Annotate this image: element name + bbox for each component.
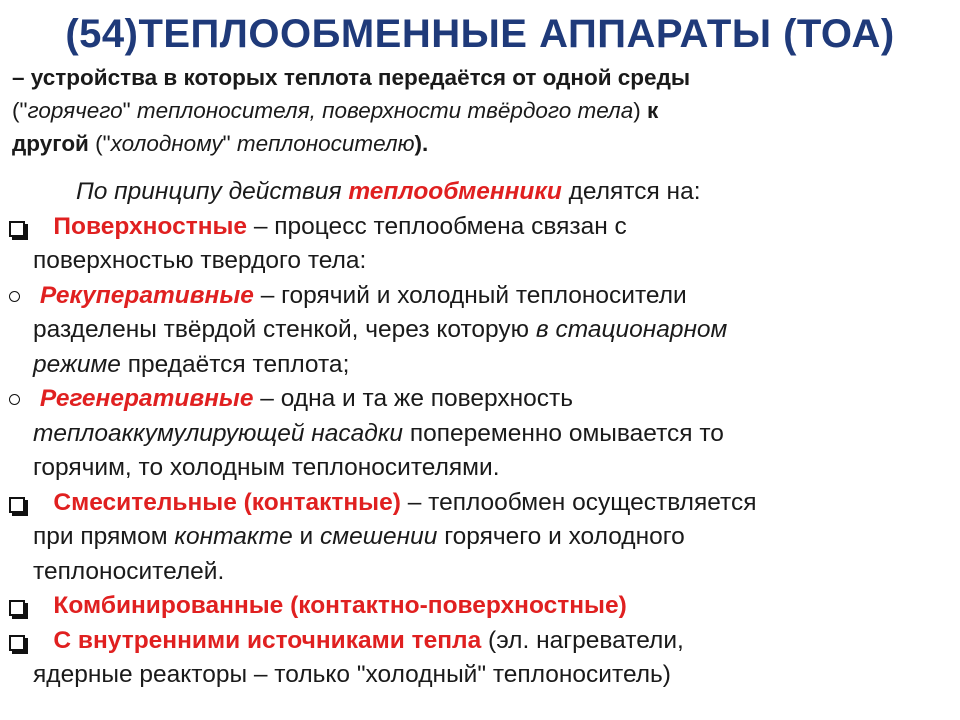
definition-line-1: [12, 61, 952, 94]
item-italic: контакте: [174, 523, 293, 550]
definition-text: ": [122, 98, 137, 123]
item-text: горячим, то холодным теплоносителями.: [33, 454, 500, 481]
definition-italic: горячего: [27, 98, 123, 123]
list-item-recuperative: [0, 279, 960, 383]
definition-bold: ).: [414, 131, 429, 156]
intro-text: делятся на:: [561, 178, 701, 205]
definition-italic: теплоносителю: [236, 131, 415, 156]
intro-term: теплообменники: [348, 178, 562, 205]
item-text: ядерные реакторы – только "холодный" теплоноситель): [33, 661, 671, 688]
circle-icon: [8, 279, 30, 314]
item-italic: теплоаккумулирующей насадки: [33, 419, 404, 447]
list-item-internal-sources: [0, 624, 960, 693]
definition-bold: к: [646, 98, 659, 123]
item-term: Поверхностные: [53, 212, 248, 240]
item-term: С внутренними источниками тепла: [53, 626, 482, 654]
circle-icon: [8, 382, 30, 417]
item-text: разделены твёрдой стенкой, через которую: [33, 316, 536, 343]
definition-text: (": [88, 131, 111, 156]
list-item-regenerative: [0, 382, 960, 486]
item-text: горячего и холодного: [437, 523, 685, 550]
item-text: – процесс теплообмена связан с: [247, 212, 627, 240]
item-text: – теплообмен осуществляется: [400, 488, 757, 516]
item-term: Регенеративные: [39, 385, 254, 412]
item-italic: режиме: [33, 350, 121, 378]
list-item-mixing: [0, 486, 960, 590]
item-text: поверхностью твердого тела:: [33, 247, 367, 274]
item-text: предаётся теплота;: [120, 350, 350, 378]
definition-italic: теплоносителя, поверхности твёрдого тела: [136, 98, 634, 123]
item-text: – одна и та же поверхность: [253, 385, 573, 412]
item-italic: смешении: [320, 523, 438, 550]
checkbox-icon: [8, 486, 30, 521]
intro-line: [0, 175, 960, 210]
definition-text: ": [222, 131, 237, 156]
item-text: попеременно омывается то: [403, 419, 724, 447]
item-text: теплоносителей.: [33, 557, 225, 585]
classification-list: [0, 175, 960, 693]
item-text: при прямом: [33, 523, 175, 550]
item-text: и: [292, 523, 321, 550]
checkbox-icon: [8, 624, 30, 659]
item-term: Рекуперативные: [39, 281, 254, 309]
definition-line-2: [12, 94, 952, 127]
list-item-surface: [0, 210, 960, 279]
definition: [12, 61, 952, 160]
item-term: Смесительные (контактные): [53, 488, 401, 516]
list-item-combined: [0, 589, 960, 624]
item-text: – горячий и холодный теплоносители: [253, 281, 687, 309]
definition-line-3: [12, 127, 952, 160]
definition-text: ): [633, 98, 647, 123]
definition-text: – устройства в которых теплота передаётся от одной среды: [12, 65, 691, 90]
slide-title: (54)ТЕПЛООБМЕННЫЕ АППАРАТЫ (ТОА): [65, 12, 895, 56]
item-italic: в стационарном: [535, 316, 728, 343]
definition-bold: другой: [12, 131, 89, 156]
item-text: (эл. нагреватели,: [481, 626, 684, 654]
checkbox-icon: [8, 589, 30, 624]
intro-text: По принципу действия: [76, 178, 349, 205]
definition-text: (": [12, 98, 28, 123]
item-term: Комбинированные (контактно-поверхностные): [53, 592, 627, 619]
checkbox-icon: [8, 210, 30, 245]
definition-italic: холодному: [110, 131, 223, 156]
